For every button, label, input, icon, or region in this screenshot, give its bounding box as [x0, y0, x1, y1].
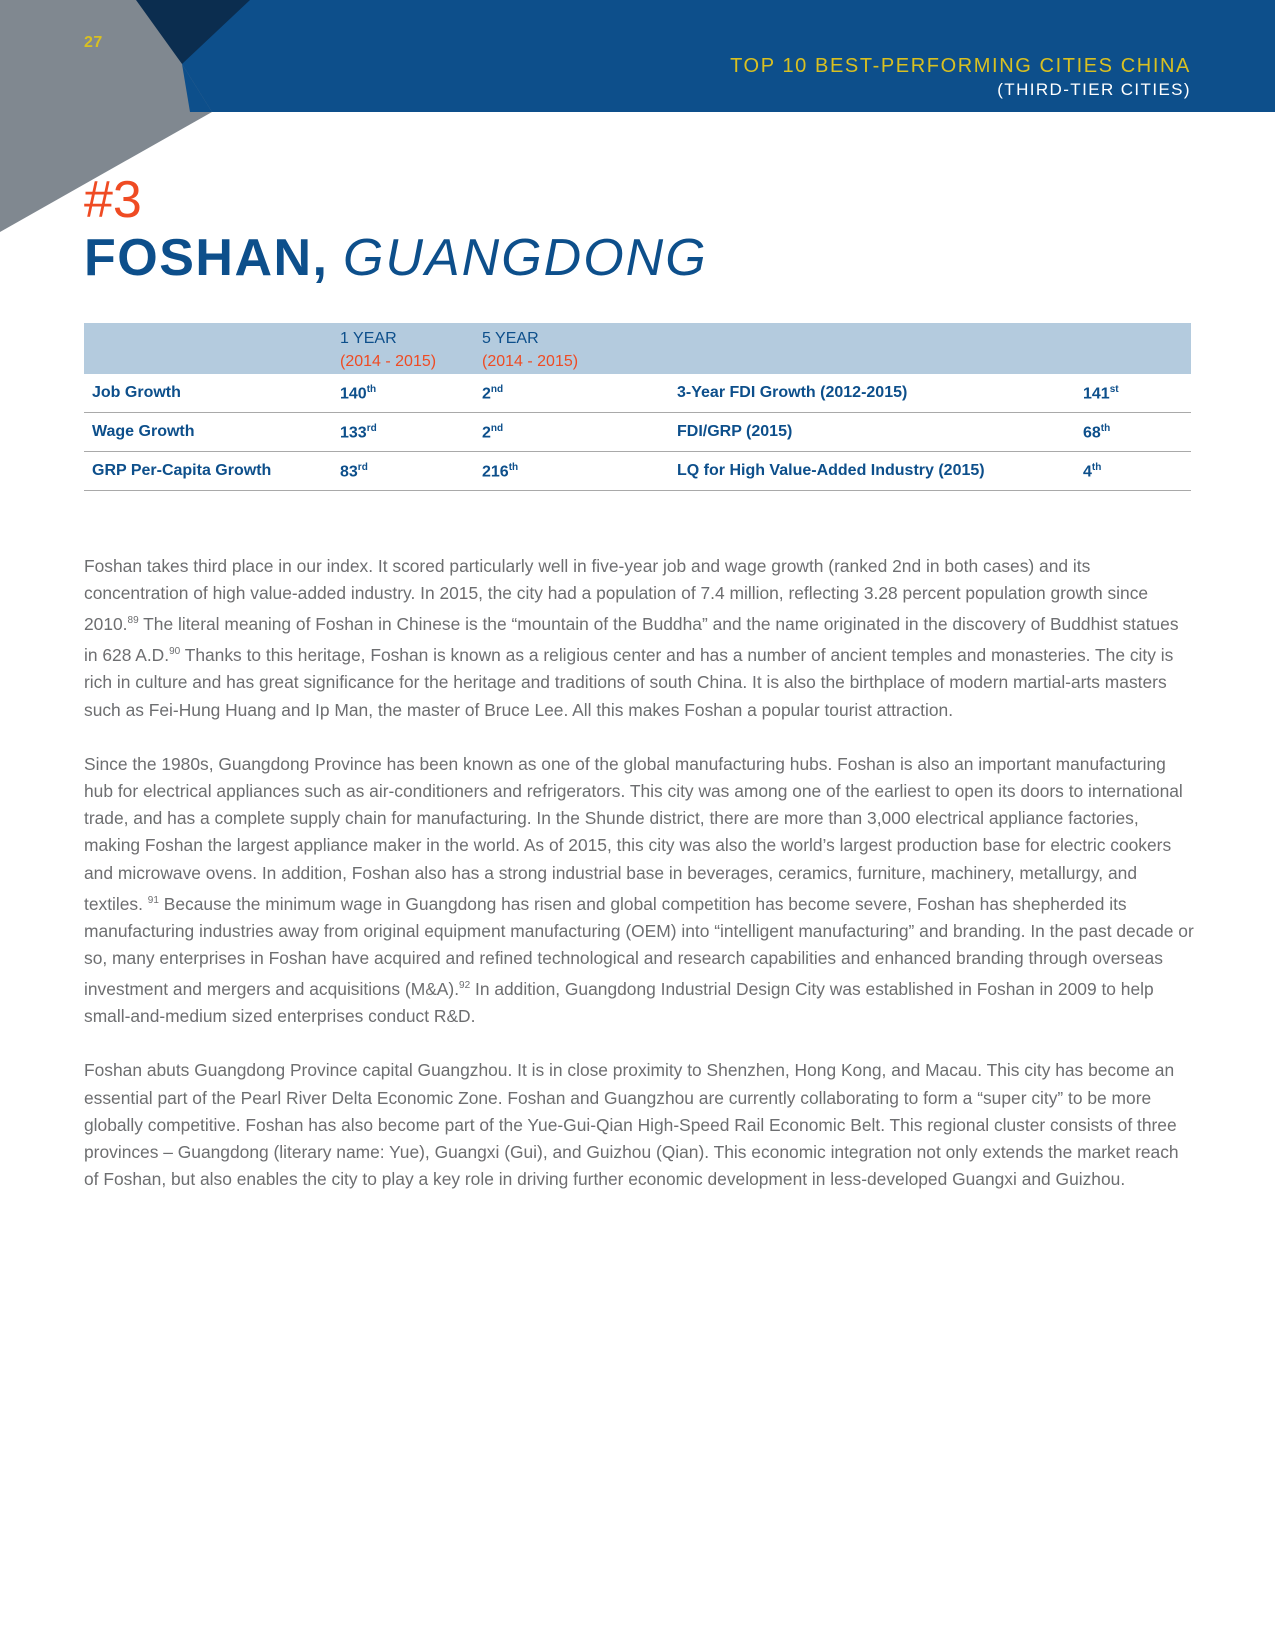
metric-label-secondary: LQ for High Value-Added Industry (2015): [677, 462, 985, 479]
five-year-rank: 216th: [482, 462, 519, 481]
table-row: [84, 413, 1191, 452]
page-number: 27: [84, 34, 103, 51]
secondary-rank: 141st: [1083, 384, 1119, 403]
five-year-rank: 2nd: [482, 423, 504, 442]
table-row: [84, 374, 1191, 413]
city-rank: #3: [84, 171, 142, 229]
stats-table-header: [84, 323, 1191, 374]
one-year-rank: 133rd: [340, 423, 377, 442]
one-year-column-header: 1 YEAR (2014 - 2015): [340, 330, 437, 370]
metric-label: GRP Per-Capita Growth: [92, 462, 272, 479]
province-name: GUANGDONG: [342, 229, 708, 287]
table-row: [84, 452, 1191, 491]
paragraph-1: Foshan takes third place in our index. It scored particularly well in five-year job and wage growth (ranked 2nd in both cases) and its concentration of high value-added industry. In 2015, the city had a population of 7.4 million, reflecting 3.28 percent population growth since 2010.89 The literal meaning of Foshan in Chinese is the “mountain of the Buddha” and the name originated in the discovery of Buddhist statues in 628 A.D.$^{90}$ Thanks to this heritage, Foshan is known as a religious center and has a number of ancient temples and monasteries. The city is rich in culture and has great significance for the heritage and traditions of south China. It is also the birthplace of modern martial-arts masters such as Fei-Hung Huang and Ip Man, the master of Bruce Lee. All this makes Foshan a popular tourist attraction.: [84, 556, 1179, 720]
metric-label-secondary: FDI/GRP (2015): [677, 423, 793, 440]
city-heading: [84, 229, 708, 287]
stats-table: [84, 323, 1191, 491]
city-name: FOSHAN,: [84, 229, 329, 287]
footnote-90: 90: [169, 646, 181, 658]
secondary-rank: 4th: [1083, 462, 1102, 481]
one-year-rank: 140th: [340, 384, 377, 403]
five-year-rank: 2nd: [482, 384, 504, 403]
footnote-92: 92: [459, 980, 471, 992]
metric-label: Wage Growth: [92, 423, 195, 440]
five-year-column-header: 5 YEAR (2014 - 2015): [482, 330, 579, 370]
metric-label: Job Growth: [92, 384, 181, 401]
footnote-89: 89: [127, 615, 139, 627]
report-title: TOP 10 BEST-PERFORMING CITIES CHINA: [730, 55, 1191, 77]
footnote-91: 91: [147, 894, 159, 906]
paragraph-2: Since the 1980s, Guangdong Province has been known as one of the global manufacturing hubs. Foshan is also an important manufacturing hub for electrical appliances such as air-conditioners and refrigerators. This city was among one of the earliest to open its doors to international trade, and has a complete supply chain for manufacturing. In the Shunde district, there are more than 3,000 electrical appliance factories, making Foshan the largest appliance maker in the world. As of 2015, this city was also the world’s largest production base for electric cookers and microwave ovens. In addition, Foshan also has a strong industrial base in beverages, ceramics, furniture, machinery, metallurgy, and textiles. $^{91}$ Because the minimum wage in Guangdong has risen and global competition has become severe, Foshan has shepherded its manufacturing industries away from original equipment manufacturing (OEM) into “intelligent manufacturing” and branding. In the past decade or so, many enterprises in Foshan have acquired and refined technological and research capabilities and enhanced branding through overseas investment and mergers and acquisitions (M&A).$^{92}$ In addition, Guangdong Industrial Design City was established in Foshan in 2009 to help small-and-medium sized enterprises conduct R&D.: [84, 753, 1194, 1027]
metric-label-secondary: 3-Year FDI Growth (2012-2015): [677, 384, 908, 401]
one-year-rank: 83rd: [340, 462, 368, 481]
paragraph-3: Foshan abuts Guangdong Province capital Guangzhou. It is in close proximity to Shenzhen, Hong Kong, and Macau. This city has become an essential part of the Pearl River Delta Economic Zone. Foshan and Guangzhou are currently collaborating to form a “super city” to be more globally competitive. Foshan has also become part of the Yue-Gui-Qian High-Speed Rail Economic Belt. This regional cluster consists of three provinces – Guangdong (literary name: Yue), Guangxi (Gui), and Guizhou (Qian). This economic integration not only extends the market reach of Foshan, but also enables the city to play a key role in driving further economic development in less-developed Guangxi and Guizhou.: [84, 1060, 1179, 1190]
secondary-rank: 68th: [1083, 423, 1111, 442]
report-subtitle: (THIRD-TIER CITIES): [997, 80, 1191, 99]
article-body: [84, 553, 1194, 1220]
